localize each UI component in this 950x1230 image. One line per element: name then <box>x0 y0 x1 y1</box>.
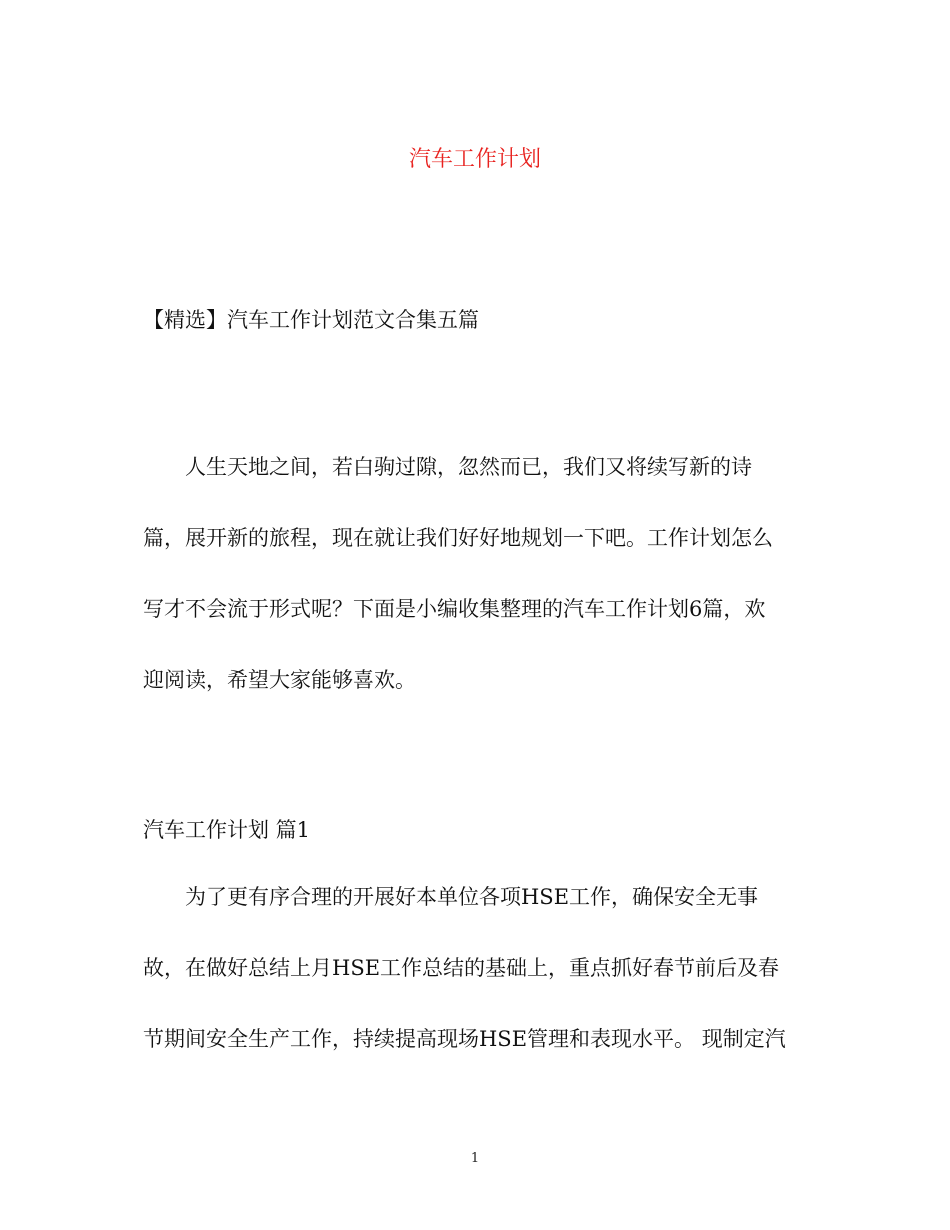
intro-paragraph <box>143 432 803 716</box>
section-line: 节期间安全生产工作，持续提高现场HSE管理和表现水平。 现制定汽 <box>143 1027 786 1051</box>
intro-line: 写才不会流于形式呢？下面是小编收集整理的汽车工作计划6篇，欢 <box>143 597 766 621</box>
section-heading: 汽车工作计划 篇1 <box>143 818 311 842</box>
section-line: 为了更有序合理的开展好本单位各项HSE工作，确保安全无事 <box>185 885 759 909</box>
section-paragraph <box>143 862 803 1075</box>
document-title: 汽车工作计划 <box>408 147 541 172</box>
page-number: 1 <box>470 1151 480 1166</box>
intro-line: 迎阅读，希望大家能够喜欢。 <box>143 668 416 692</box>
intro-line: 人生天地之间，若白驹过隙，忽然而已，我们又将续写新的诗 <box>185 455 752 479</box>
document-subtitle: 【精选】汽车工作计划范文合集五篇 <box>143 308 479 332</box>
intro-line: 篇，展开新的旅程，现在就让我们好好地规划一下吧。工作计划怎么 <box>143 526 773 550</box>
section-line: 故，在做好总结上月HSE工作总结的基础上，重点抓好春节前后及春 <box>143 956 780 980</box>
